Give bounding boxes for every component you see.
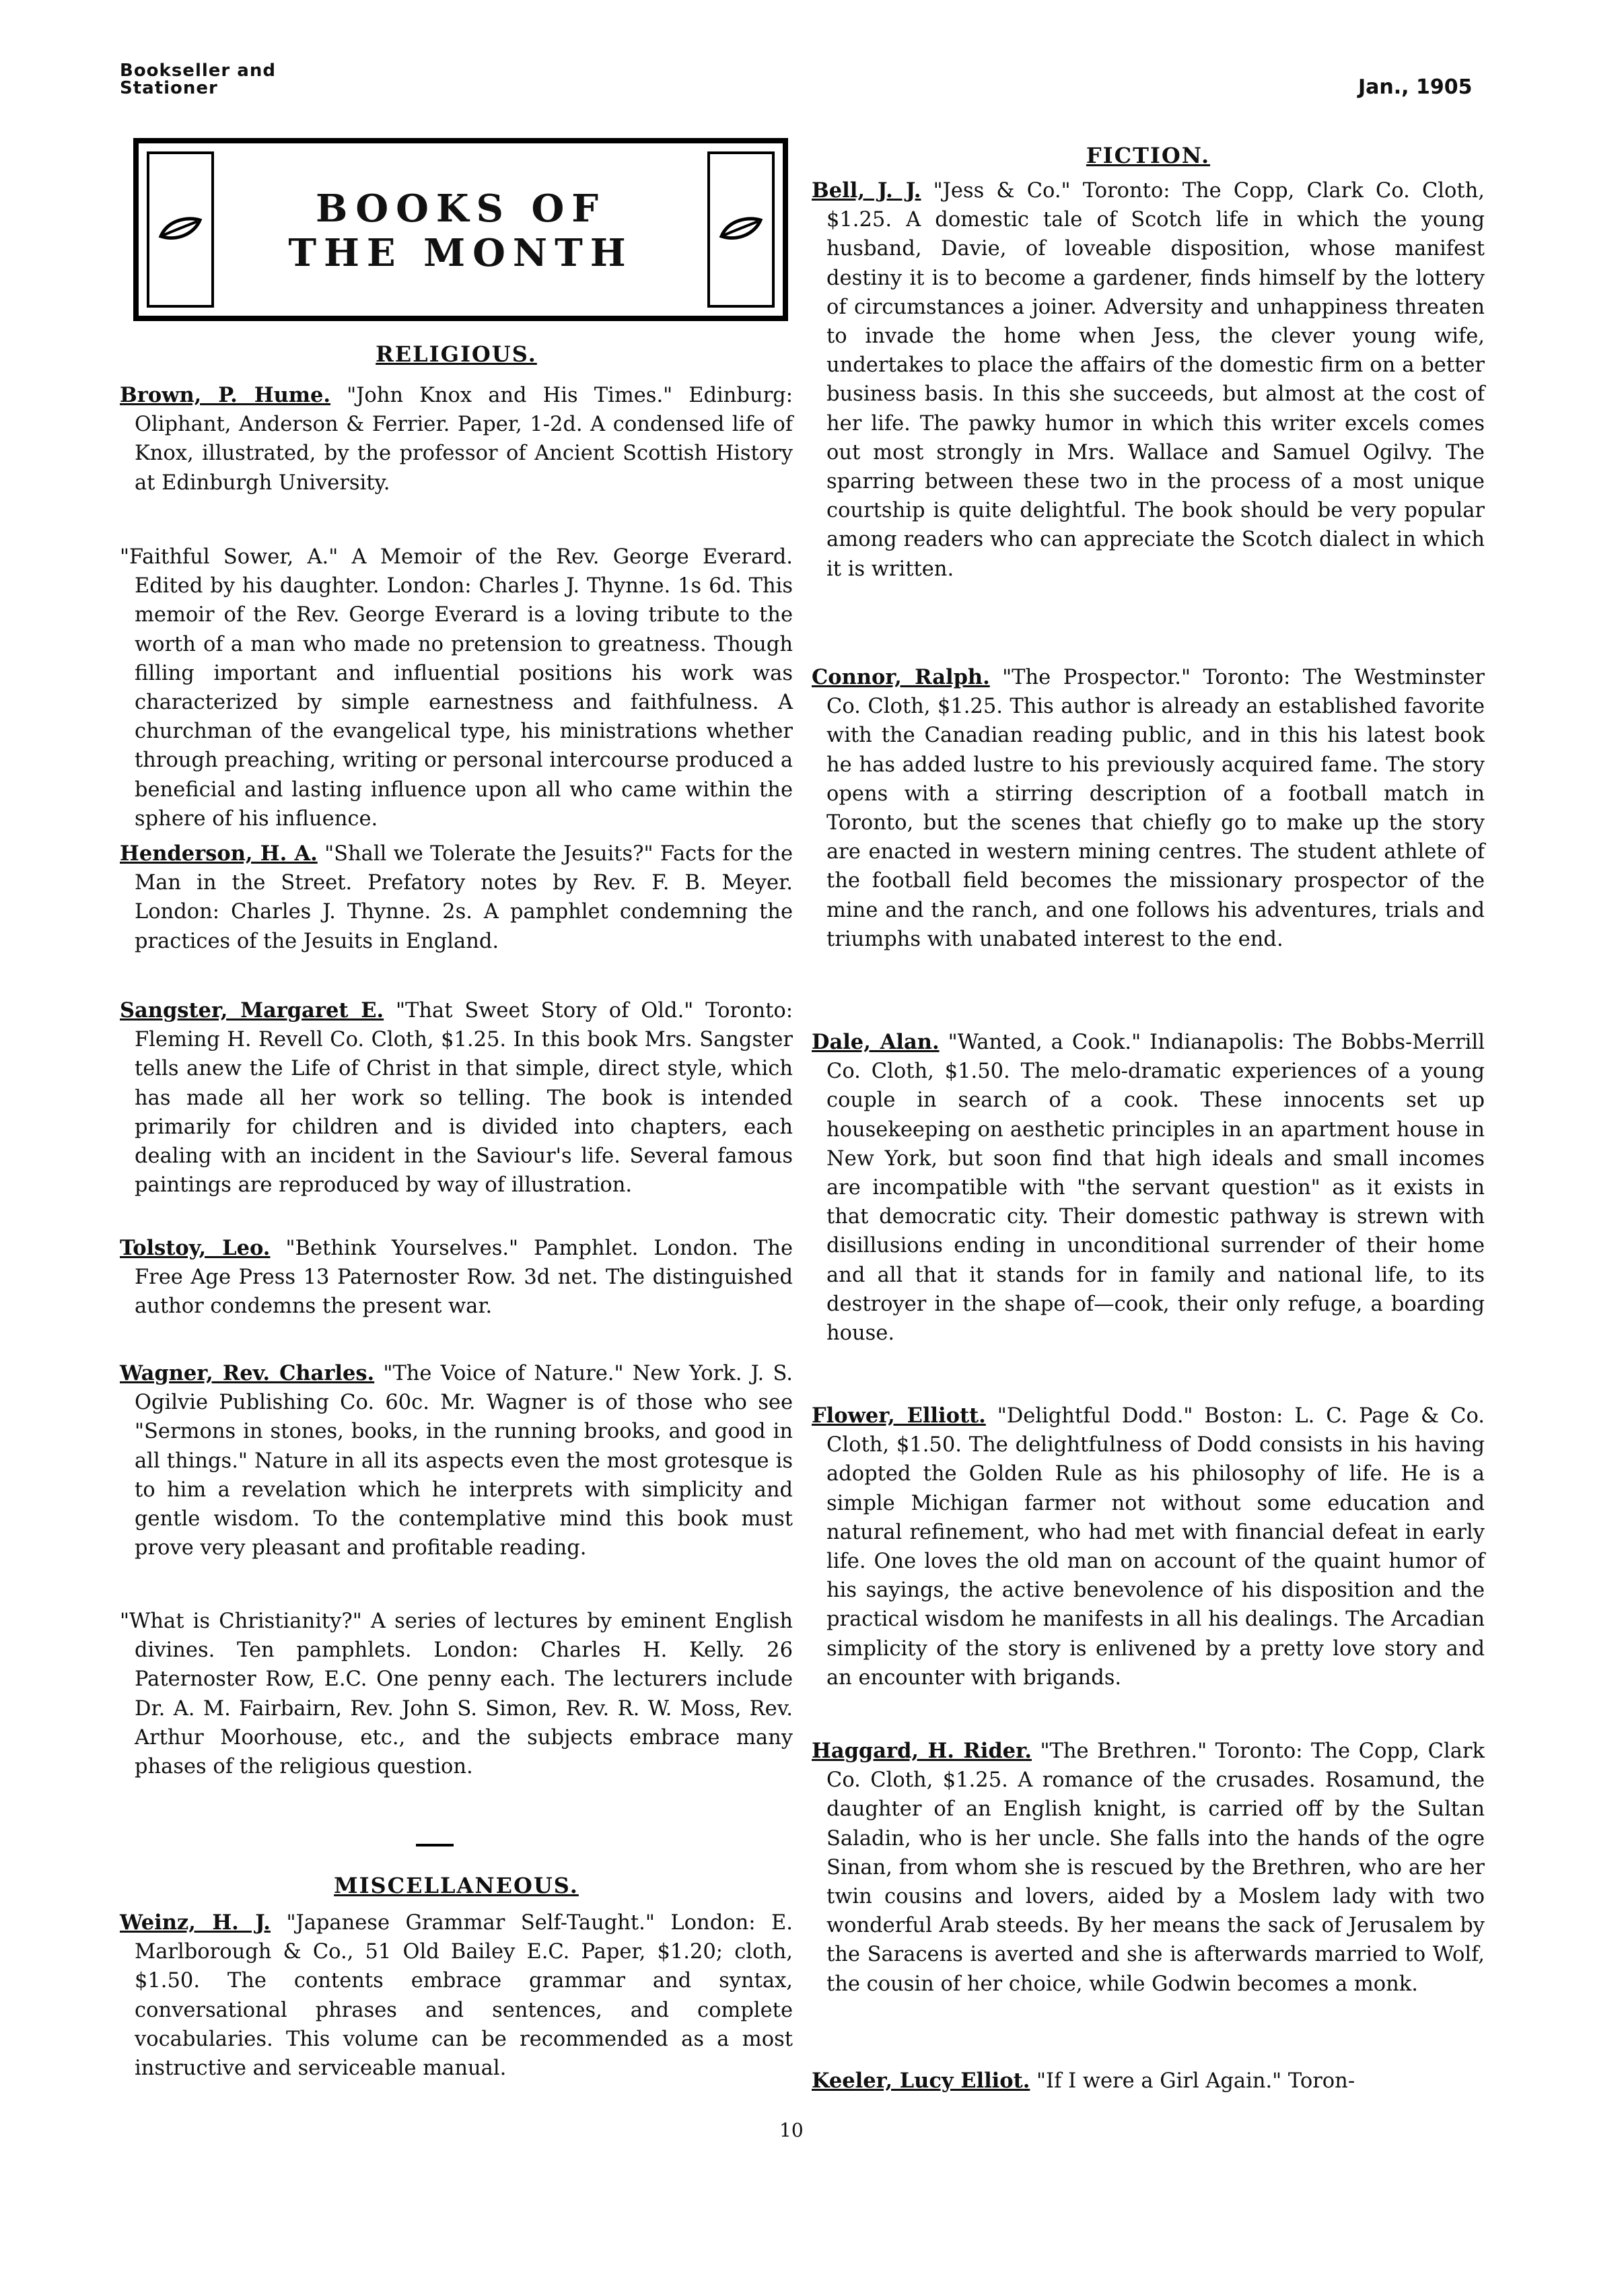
books-of-the-month-banner: [133, 138, 788, 321]
book-entry: [120, 996, 793, 1200]
entry-text: "The Voice of Nature." New York. J. S. Ogilvie Publishing Co. 60c. Mr. Wagner is of those who see "Sermons in stones, books, in the running brooks, and good in all things." Nature in all its aspects even the most grotesque is to him a revelation which he interprets with simplicity and gentle wisdom. To the contemplative mind this book must prove very pleasant and profitable reading.: [135, 1362, 793, 1560]
entry-text: "The Brethren." Toronto: The Copp, Clark Co. Cloth, $1.25. A romance of the crusades. Rosamund, the daughter of an English knight, is carried off by the Sultan Saladin, who is her uncle. She falls into the hands of the ogre Sinan, from whom she is rescued by the Brethren, who are her twin cousins and lovers, aided by a Moslem lady with two wonderful Arab steeds. By her means the sack of Jerusalem by the Saracens is averted and she is afterwards married to Wolf, the cousin of her choice, while Godwin becomes a monk.: [826, 1739, 1485, 1996]
section-title-fiction: FICTION.: [1086, 143, 1211, 168]
banner-title: [260, 186, 662, 275]
publication-name-line1: Bookseller and: [120, 61, 276, 81]
book-entry: [120, 1359, 793, 1562]
entry-text: "If I were a Girl Again." Toron-: [1036, 2069, 1355, 2093]
publication-name: [120, 62, 276, 97]
author-name: Tolstoy, Leo.: [120, 1236, 271, 1260]
entry-text: "The Prospector." Toronto: The Westminster Co. Cloth, $1.25. This author is already an established favorite with the Canadian reading public, and in this his latest book he has added lustre to his previously acquired fame. The story opens with a stirring description of a football match in Toronto, but the scenes that chiefly go to make up the story are enacted in western mining centres. The student athlete of the football field becomes the missionary prospector of the mine and the ranch, and one follows his adventures, trials and triumphs with unabated interest to the end.: [826, 666, 1485, 951]
entry-text: "John Knox and His Times." Edinburg: Oliphant, Anderson & Ferrier. Paper, 1-2d. A condensed life of Knox, illustrated, by the professor of Ancient Scottish History at Edinburgh University.: [135, 384, 793, 495]
entry-text: "Shall we Tolerate the Jesuits?" Facts for the Man in the Street. Prefatory notes by Rev. F. B. Meyer. London: Charles J. Thynne. 2s. A pamphlet condemning the practices of the Jesuits in England.: [135, 842, 793, 953]
author-name: Dale, Alan.: [812, 1030, 940, 1054]
author-name: Sangster, Margaret E.: [120, 998, 384, 1023]
leaf-ornament-icon: [158, 216, 203, 243]
banner-right-panel: [707, 151, 775, 308]
book-entry: [812, 1737, 1485, 1999]
banner-title-line2: THE MONTH: [288, 231, 633, 275]
entry-text: "What is Christianity?" A series of lectures by eminent English divines. Ten pamphlets. London: Charles H. Kelly. 26 Paternoster Row, E.C. One penny each. The lecturers include Dr. A. M. Fairbairn, Rev. John S. Simon, Rev. R. W. Moss, Rev. Arthur Moorhouse, etc., and the subjects embrace many phases of the religious question.: [120, 1610, 793, 1779]
entry-text: "Delightful Dodd." Boston: L. C. Page & Co. Cloth, $1.50. The delightfulness of Dodd consists in his having adopted the Golden Rule as his philosophy of life. He is a simple Michigan farmer not without some education and natural refinement, who had met with financial defeat in early life. One loves the old man on account of the quaint humor of his sayings, the active benevolence of his disposition and the practical wisdom he manifests in all his dealings. The Arcadian simplicity of the story is enlivened by a pretty love story and an encounter with brigands.: [826, 1404, 1485, 1690]
book-entry: [120, 543, 793, 833]
author-name: Keeler, Lucy Elliot.: [812, 2069, 1030, 2093]
entry-text: "Wanted, a Cook." Indianapolis: The Bobbs-Merrill Co. Cloth, $1.50. The melo-dramatic experiences of a young couple in search of a cook. These innocents set up housekeeping on aesthetic principles in an apartment house in New York, but soon find that high ideals and small incomes are incompatible with "the servant question" as it exists in that democratic city. Their domestic pathway is strewn with disillusions ending in unconditional surrender of their home and all that it stands for in family and national life, to its destroyer in the shape of—cook, their only refuge, a boarding house.: [826, 1031, 1485, 1346]
section-title-religious: RELIGIOUS.: [376, 341, 537, 367]
entry-text: "Japanese Grammar Self-Taught." London: E. Marlborough & Co., 51 Old Bailey E.C. Paper, $1.20; cloth, $1.50. The contents embrace grammar and syntax, conversational phrases and sentences, and complete vocabularies. This volume can be recommended as a most instructive and serviceable manual.: [135, 1911, 793, 2081]
section-title-miscellaneous: MISCELLANEOUS.: [334, 1873, 579, 1898]
issue-date: Jan., 1905: [1358, 75, 1473, 99]
book-entry: [120, 1607, 793, 1781]
author-name: Brown, P. Hume.: [120, 383, 331, 407]
publication-name-line2: Stationer: [120, 78, 218, 98]
author-name: Flower, Elliott.: [812, 1404, 986, 1428]
entry-text: "Jess & Co." Toronto: The Copp, Clark Co. Cloth, $1.25. A domestic tale of Scotch life in which the young husband, Davie, of loveable disposition, whose manifest destiny it is to become a gardener, finds himself by the lottery of circumstances a joiner. Adversity and unhappiness threaten to invade the home when Jess, the clever young wife, undertakes to place the affairs of the domestic firm on a better business basis. In this she succeeds, but almost at the cost of her life. The pawky humor in which this writer excels comes out most strongly in Mrs. Wallace and Samuel Ogilvy. The sparring between these two in the process of a most unique courtship is quite delightful. The book should be very popular among readers who can appreciate the Scotch dialect in which it is written.: [826, 179, 1485, 581]
section-divider: [416, 1844, 454, 1846]
book-entry: [812, 663, 1485, 954]
page-number: 10: [779, 2119, 804, 2141]
book-entry: [812, 176, 1485, 584]
book-entry: [120, 381, 793, 497]
banner-left-panel: [147, 151, 214, 308]
leaf-ornament-icon: [719, 216, 763, 243]
book-entry: [812, 2067, 1485, 2096]
author-name: Henderson, H. A.: [120, 841, 318, 866]
author-name: Connor, Ralph.: [812, 665, 990, 689]
entry-text: "Faithful Sower, A." A Memoir of the Rev. George Everard. Edited by his daughter. London: Charles J. Thynne. 1s 6d. This memoir of the Rev. George Everard is a loving tribute to the worth of a man who made no pretension to greatness. Though filling important and influential positions his work was characterized by simple earnestness and faithfulness. A churchman of the evangelical type, his ministrations whether through preaching, writing or personal intercourse produced a beneficial and lasting influence upon all who came within the sphere of his influence.: [120, 545, 793, 831]
author-name: Wagner, Rev. Charles.: [120, 1361, 375, 1385]
author-name: Haggard, H. Rider.: [812, 1739, 1032, 1763]
entry-text: "Bethink Yourselves." Pamphlet. London. The Free Age Press 13 Paternoster Row. 3d net. The distinguished author condemns the present war.: [135, 1237, 793, 1319]
book-entry: [120, 839, 793, 956]
book-entry: [812, 1028, 1485, 1348]
book-entry: [120, 1908, 793, 2083]
author-name: Bell, J. J.: [812, 178, 921, 203]
book-entry: [812, 1402, 1485, 1692]
entry-text: "That Sweet Story of Old." Toronto: Fleming H. Revell Co. Cloth, $1.25. In this book Mrs. Sangster tells anew the Life of Christ in that simple, direct style, which has made all her work so telling. The book is intended primarily for children and is divided into chapters, each dealing with an incident in the Saviour's life. Several famous paintings are reproduced by way of illustration.: [135, 999, 793, 1198]
author-name: Weinz, H. J.: [120, 1910, 271, 1935]
banner-title-line1: BOOKS OF: [315, 186, 606, 231]
book-entry: [120, 1234, 793, 1321]
